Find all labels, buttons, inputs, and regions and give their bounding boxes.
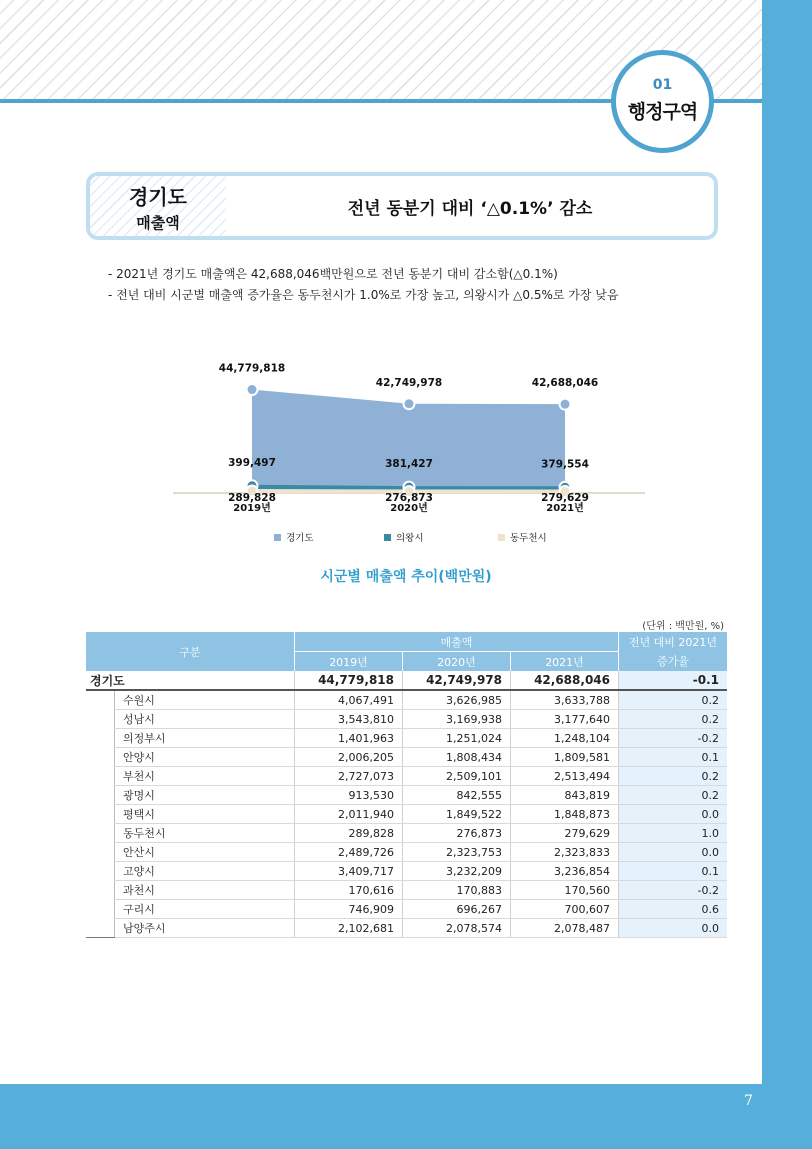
gyeonggi-point [560,399,571,410]
dongducheon-data-label: 289,828 [228,492,276,504]
cell-2021: 42,688,046 [511,671,619,690]
section-title: 행정구역 [627,101,698,123]
gyeonggi-data-label: 42,688,046 [531,377,599,390]
cell-2019: 2,489,726 [295,843,403,862]
cell-2019: 3,543,810 [295,710,403,729]
cell-2019: 1,401,963 [295,729,403,748]
row-name: 부천시 [115,767,295,786]
header-year-2021: 2021년 [511,652,619,672]
row-name: 평택시 [115,805,295,824]
row-name: 동두천시 [115,824,295,843]
header-category: 구분 [86,632,295,671]
legend-swatch [498,534,505,541]
cell-2019: 289,828 [295,824,403,843]
table-row [86,862,727,881]
table-row [86,805,727,824]
summary-headline: 전년 동분기 대비 ‘△0.1%’ 감소 [347,198,593,219]
row-indent [86,900,115,919]
cell-rate: -0.2 [619,881,728,900]
row-indent [86,862,115,881]
cell-2020: 170,883 [403,881,511,900]
cell-rate: 0.2 [619,710,728,729]
cell-2020: 42,749,978 [403,671,511,690]
table-row [86,881,727,900]
cell-rate: -0.1 [619,671,728,690]
gyeonggi-data-label: 42,749,978 [375,376,443,389]
cell-2021: 2,323,833 [511,843,619,862]
cell-2020: 2,078,574 [403,919,511,938]
legend-swatch [274,534,281,541]
row-name: 의정부시 [115,729,295,748]
cell-2021: 1,248,104 [511,729,619,748]
cell-2019: 170,616 [295,881,403,900]
table-row [86,786,727,805]
row-indent [86,710,115,729]
row-indent [86,786,115,805]
cell-rate: 0.1 [619,748,728,767]
cell-2020: 1,849,522 [403,805,511,824]
row-name: 과천시 [115,881,295,900]
cell-2021: 3,633,788 [511,690,619,710]
cell-rate: 0.0 [619,805,728,824]
uiwang-data-label: 379,554 [541,458,589,471]
cell-2019: 2,006,205 [295,748,403,767]
cell-2020: 2,323,753 [403,843,511,862]
cell-rate: 0.6 [619,900,728,919]
row-name: 남양주시 [115,919,295,938]
table-row [86,900,727,919]
header-rate-line1: 전년 대비 2021년 [619,632,728,652]
cell-2021: 1,848,873 [511,805,619,824]
legend-label: 의왕시 [396,533,424,544]
footer-bar [0,1084,762,1149]
table-row [86,767,727,786]
table-row [86,748,727,767]
cell-2019: 913,530 [295,786,403,805]
page-number: 7 [744,1093,753,1109]
summary-label-line1: 경기도 [129,185,187,209]
summary-box [86,172,718,240]
cell-2020: 1,251,024 [403,729,511,748]
cell-2020: 3,626,985 [403,690,511,710]
legend-swatch [384,534,391,541]
gyeonggi-point [247,384,258,395]
row-indent [86,748,115,767]
sales-trend-chart [170,350,650,555]
cell-2021: 279,629 [511,824,619,843]
table-row [86,824,727,843]
section-number: 01 [652,77,673,93]
cell-2020: 696,267 [403,900,511,919]
cell-2019: 2,727,073 [295,767,403,786]
legend-label: 동두천시 [510,533,547,544]
row-name: 성남시 [115,710,295,729]
cell-2020: 2,509,101 [403,767,511,786]
row-name: 구리시 [115,900,295,919]
row-indent [86,919,115,938]
cell-2021: 700,607 [511,900,619,919]
uiwang-data-label: 399,497 [228,456,276,469]
sales-table [86,632,727,938]
bullet-item: - 2021년 경기도 매출액은 42,688,046백만원으로 전년 동분기 대비 감소함(△0.1%) [108,267,558,281]
cell-2019: 3,409,717 [295,862,403,881]
cell-2020: 276,873 [403,824,511,843]
cell-rate: -0.2 [619,729,728,748]
x-tick-label: 2019년 [233,503,271,514]
cell-2019: 2,102,681 [295,919,403,938]
table-row [86,729,727,748]
gyeonggi-point [404,398,415,409]
dongducheon-data-label: 279,629 [541,492,589,504]
cell-2020: 1,808,434 [403,748,511,767]
cell-rate: 0.0 [619,843,728,862]
header-year-2020: 2020년 [403,652,511,672]
cell-2019: 2,011,940 [295,805,403,824]
uiwang-data-label: 381,427 [385,458,433,471]
cell-rate: 0.1 [619,862,728,881]
cell-2019: 4,067,491 [295,690,403,710]
cell-2021: 3,177,640 [511,710,619,729]
header-year-2019: 2019년 [295,652,403,672]
cell-2020: 842,555 [403,786,511,805]
table-row [86,843,727,862]
gyeonggi-data-label: 44,779,818 [218,362,286,375]
table-row [86,690,727,710]
cell-rate: 0.2 [619,786,728,805]
row-name: 안양시 [115,748,295,767]
cell-2021: 2,513,494 [511,767,619,786]
row-name: 경기도 [86,671,295,690]
header-rate-line2: 증가율 [619,652,728,672]
cell-rate: 0.0 [619,919,728,938]
row-indent [86,824,115,843]
bullet-item: - 전년 대비 시군별 매출액 증가율은 동두천시가 1.0%로 가장 높고, 의왕시가 △0.5%로 가장 낮음 [108,288,619,302]
table-unit: (단위 : 백만원, %) [642,621,724,632]
row-indent [86,767,115,786]
summary-label [90,176,226,236]
cell-2021: 170,560 [511,881,619,900]
bullet-list [108,264,618,306]
cell-2021: 3,236,854 [511,862,619,881]
legend-label: 경기도 [286,533,314,544]
cell-2021: 1,809,581 [511,748,619,767]
table-row-total [86,671,727,690]
row-name: 광명시 [115,786,295,805]
summary-label-line2: 매출액 [136,214,180,232]
cell-rate: 0.2 [619,767,728,786]
table-row [86,710,727,729]
row-name: 수원시 [115,690,295,710]
header-sales-group: 매출액 [295,632,619,652]
cell-rate: 0.2 [619,690,728,710]
cell-rate: 1.0 [619,824,728,843]
cell-2021: 843,819 [511,786,619,805]
cell-2021: 2,078,487 [511,919,619,938]
dongducheon-data-label: 276,873 [385,492,433,504]
cell-2019: 44,779,818 [295,671,403,690]
row-name: 고양시 [115,862,295,881]
table-row [86,919,727,938]
row-name: 안산시 [115,843,295,862]
x-tick-label: 2021년 [546,503,584,514]
cell-2020: 3,232,209 [403,862,511,881]
row-indent [86,729,115,748]
x-tick-label: 2020년 [390,503,428,514]
row-indent [86,843,115,862]
section-badge [611,50,714,153]
row-indent [86,690,115,710]
chart-title: 시군별 매출액 추이(백만원) [320,569,492,585]
row-indent [86,805,115,824]
row-indent [86,881,115,900]
cell-2020: 3,169,938 [403,710,511,729]
cell-2019: 746,909 [295,900,403,919]
